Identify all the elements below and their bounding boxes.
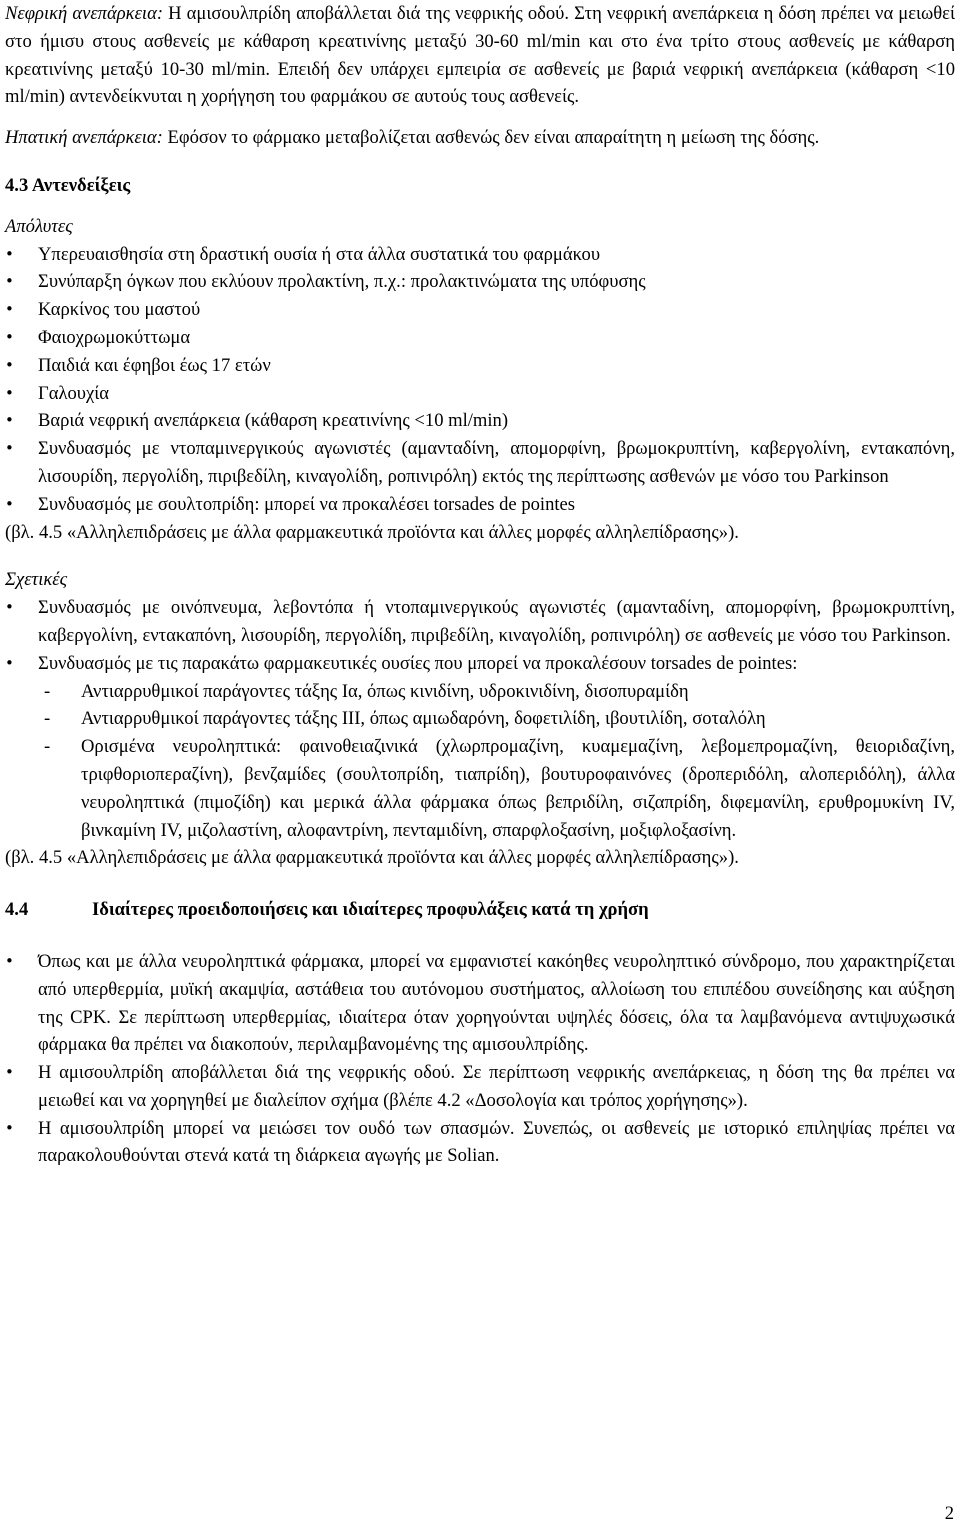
renal-impairment-paragraph bbox=[5, 0, 955, 111]
list-item: • Όπως και με άλλα νευροληπτικά φάρμακα, μπορεί να εμφανιστεί κακόηθες νευροληπτικό σύνδρομο, που χαρακτηρίζεται από υπερθερμία, μυϊκή ακαμψία, αστάθεια του αυτόνομου συστήματος, αλλοίωση του επιπέδου συνείδησης και αύξηση της CPK. Σε περίπτωση υπερθερμίας, ιδιαίτερα όταν χορηγούνται υψηλές δόσεις, όλα τα λαμβανόμενα αντιψυχωσικά φάρμακα θα πρέπει να διακοπούν, περιλαμβανομένης της αμισουλπρίδης. bbox=[5, 948, 955, 1059]
list-item: • Υπερευαισθησία στη δραστική ουσία ή στα άλλα συστατικά του φαρμάκου bbox=[5, 241, 955, 269]
list-item: • Η αμισουλπρίδη μπορεί να μειώσει τον ουδό των σπασμών. Συνεπώς, οι ασθενείς με ιστορικό επιληψίας πρέπει να παρακολουθούνται στενά κατά τη διάρκεια αγωγής με Solian. bbox=[5, 1115, 955, 1171]
sub-list-item: - Αντιαρρυθμικοί παράγοντες τάξης Ια, όπως κινιδίνη, υδροκινιδίνη, δισοπυραμίδη bbox=[38, 678, 955, 706]
absolute-contraindications-list bbox=[5, 241, 955, 519]
list-item: • Βαριά νεφρική ανεπάρκεια (κάθαρση κρεατινίνης <10 ml/min) bbox=[5, 407, 955, 435]
hepatic-impairment-label: Ηπατική ανεπάρκεια: bbox=[5, 127, 163, 149]
list-item: • Παιδιά και έφηβοι έως 17 ετών bbox=[5, 352, 955, 380]
relative-contraindications-label: Σχετικές bbox=[5, 569, 68, 591]
relative-reference: (βλ. 4.5 «Αλληλεπιδράσεις με άλλα φαρμακευτικά προϊόντα και άλλες μορφές αλληλεπίδρασης»). bbox=[5, 847, 739, 869]
section-4-4-heading bbox=[5, 896, 955, 924]
document-page bbox=[5, 0, 955, 1170]
list-item: • Συνδυασμός με οινόπνευμα, λεβοντόπα ή ντοπαμινεργικούς αγωνιστές (αμανταδίνη, απομορφίνη, βρωμοκρυπτίνη, καβεργολίνη, εντακαπόνη, λισουρίδη, περγολίδη, πιριβεδίλη, κιναγολίδη, ροπινιρόλη) σε ασθενείς με νόσο του Parkinson. bbox=[5, 594, 955, 650]
page-number: 2 bbox=[944, 1503, 954, 1524]
list-item: • Καρκίνος του μαστού bbox=[5, 296, 955, 324]
section-4-3-heading: 4.3 Αντενδείξεις bbox=[5, 174, 131, 196]
section-4-4-title: Ιδιαίτερες προειδοποιήσεις και ιδιαίτερες προφυλάξεις κατά τη χρήση bbox=[92, 899, 649, 921]
list-item: • Συνδυασμός με σουλτοπρίδη: μπορεί να προκαλέσει torsades de pointes bbox=[5, 491, 955, 519]
list-item: • Η αμισουλπρίδη αποβάλλεται διά της νεφρικής οδού. Σε περίπτωση νεφρικής ανεπάρκειας, η δόση της θα πρέπει να μειωθεί και να χορηγηθεί με διαλείπον σχήμα (βλέπε 4.2 «Δοσολογία και τρόπος χορήγησης»). bbox=[5, 1059, 955, 1115]
absolute-reference: (βλ. 4.5 «Αλληλεπιδράσεις με άλλα φαρμακευτικά προϊόντα και άλλες μορφές αλληλεπίδρασης»). bbox=[5, 521, 739, 543]
list-item: • Φαιοχρωμοκύττωμα bbox=[5, 324, 955, 352]
relative-item-2-text: Συνδυασμός με τις παρακάτω φαρμακευτικές ουσίες που μπορεί να προκαλέσουν torsades de pointes: bbox=[38, 652, 798, 674]
list-item: • Συνδυασμός με ντοπαμινεργικούς αγωνιστές (αμανταδίνη, απομορφίνη, βρωμοκρυπτίνη, καβεργολίνη, εντακαπόνη, λισουρίδη, περγολίδη, πιριβεδίλη, κιναγολίδη, ροπινιρόλη) εκτός της περίπτωσης ασθενών με νόσο του Parkinson bbox=[5, 435, 955, 491]
relative-sub-list bbox=[38, 678, 955, 845]
list-item bbox=[5, 650, 955, 845]
hepatic-impairment-text: Εφόσον το φάρμακο μεταβολίζεται ασθενώς δεν είναι απαραίτητη η μείωση της δόσης. bbox=[162, 127, 820, 149]
absolute-contraindications-label: Απόλυτες bbox=[5, 215, 73, 237]
hepatic-impairment-paragraph bbox=[5, 124, 955, 152]
renal-impairment-label: Νεφρική ανεπάρκεια: bbox=[5, 3, 164, 24]
warnings-list bbox=[5, 948, 955, 1170]
relative-contraindications-list bbox=[5, 594, 955, 844]
sub-list-item: - Αντιαρρυθμικοί παράγοντες τάξης ΙΙΙ, όπως αμιωδαρόνη, δοφετιλίδη, ιβουτιλίδη, σοταλόλη bbox=[38, 705, 955, 733]
sub-list-item: - Ορισμένα νευροληπτικά: φαινοθειαζινικά (χλωρπρομαζίνη, κυαμεμαζίνη, λεβομεπρομαζίνη, θειοριδαζίνη, τριφθοριοπεραζίνη), βενζαμίδες (σουλτοπρίδη, τιαπρίδη), βουτυροφαινόνες (δροπεριδόλη, αλοπεριδόλη), άλλα νευροληπτικά (πιμοζίδη) και μερικά άλλα φάρμακα όπως βεπριδίλη, σιζαπρίδη, διφεμανίλη, ερυθρομυκίνη IV, βινκαμίνη IV, μιζολαστίνη, αλοφαντρίνη, πενταμιδίνη, σπαρφλοξασίνη, μοξιφλοξασίνη. bbox=[38, 733, 955, 844]
list-item: • Συνύπαρξη όγκων που εκλύουν προλακτίνη, π.χ.: προλακτινώματα της υπόφυσης bbox=[5, 268, 955, 296]
list-item: • Γαλουχία bbox=[5, 380, 955, 408]
renal-impairment-text: Η αμισουλπρίδη αποβάλλεται διά της νεφρικής οδού. Στη νεφρική ανεπάρκεια η δόση πρέπει να μειωθεί στο ήμισυ στους ασθενείς με κάθαρση κρεατινίνης μεταξύ 30-60 ml/min και στο ένα τρίτο στους ασθενείς με κάθαρση κρεατινίνης μεταξύ 10-30 ml/min. Επειδή δεν υπάρχει εμπειρία σε ασθενείς με βαριά νεφρική ανεπάρκεια (κάθαρση <10 ml/min) αντενδείκνυται η χορήγηση του φαρμάκου σε αυτούς τους ασθενείς. bbox=[5, 3, 955, 108]
section-4-4-number: 4.4 bbox=[5, 899, 29, 921]
